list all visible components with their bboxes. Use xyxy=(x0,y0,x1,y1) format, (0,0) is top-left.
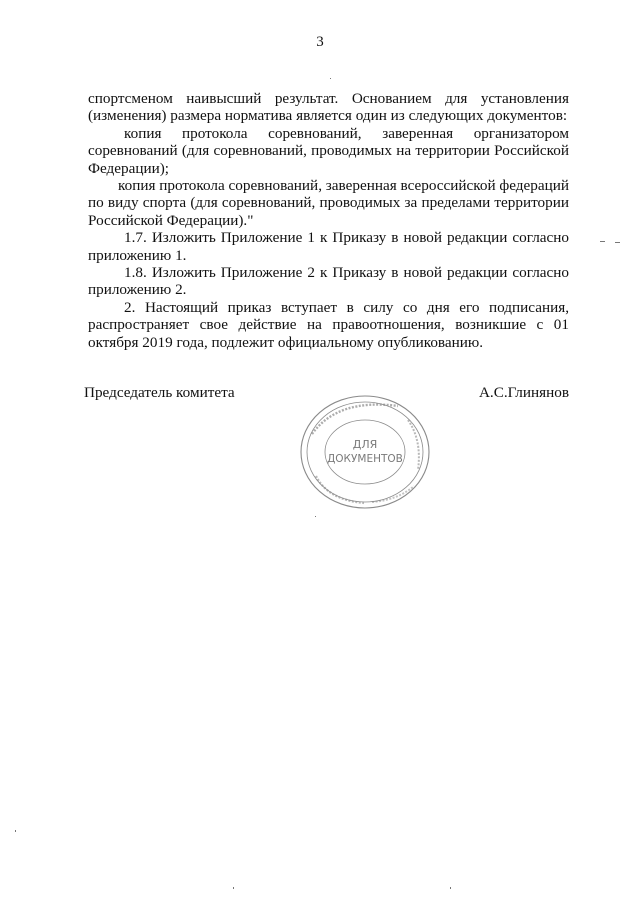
scan-mark xyxy=(615,242,620,243)
paragraph-protocol-copy-federation: копия протокола соревнований, заверенная всероссийской федераций по виду спорта (для соревнований, проводимых за пределами территории Российской Федерации)." xyxy=(88,177,569,229)
scan-mark xyxy=(15,830,16,832)
signatory-name: А.С.Глинянов xyxy=(478,384,569,401)
paragraph-item-1-7: 1.7. Изложить Приложение 1 к Приказу в новой редакции согласно приложению 1. xyxy=(88,229,569,264)
signatory-position: Председатель комитета xyxy=(84,384,235,401)
stamp-text-line-2: ДОКУМЕНТОВ xyxy=(327,453,403,465)
page-number: 3 xyxy=(316,34,324,50)
paragraph-protocol-copy-organizer: копия протокола соревнований, заверенная организатором соревнований (для соревнований, проводимых на территории Российской Федерации); xyxy=(88,124,569,177)
paragraph-item-1-8: 1.8. Изложить Приложение 2 к Приказу в новой редакции согласно приложению 2. xyxy=(88,264,569,299)
scan-mark xyxy=(233,887,234,889)
stamp-text-line-1: ДЛЯ xyxy=(352,438,378,451)
scan-mark xyxy=(330,78,331,79)
document-body xyxy=(88,90,569,351)
scan-mark xyxy=(450,887,451,889)
official-stamp xyxy=(298,390,433,512)
scan-mark xyxy=(315,516,316,517)
scan-mark xyxy=(600,241,605,242)
paragraph-continuation: спортсменом наивысший результат. Основанием для установления (изменения) размера норматива является один из следующих документов: xyxy=(88,90,569,125)
paragraph-item-2: 2. Настоящий приказ вступает в силу со дня его подписания, распространяет свое действие на правоотношения, возникшие с 01 октября 2019 года, подлежит официальному опубликованию. xyxy=(88,298,569,351)
